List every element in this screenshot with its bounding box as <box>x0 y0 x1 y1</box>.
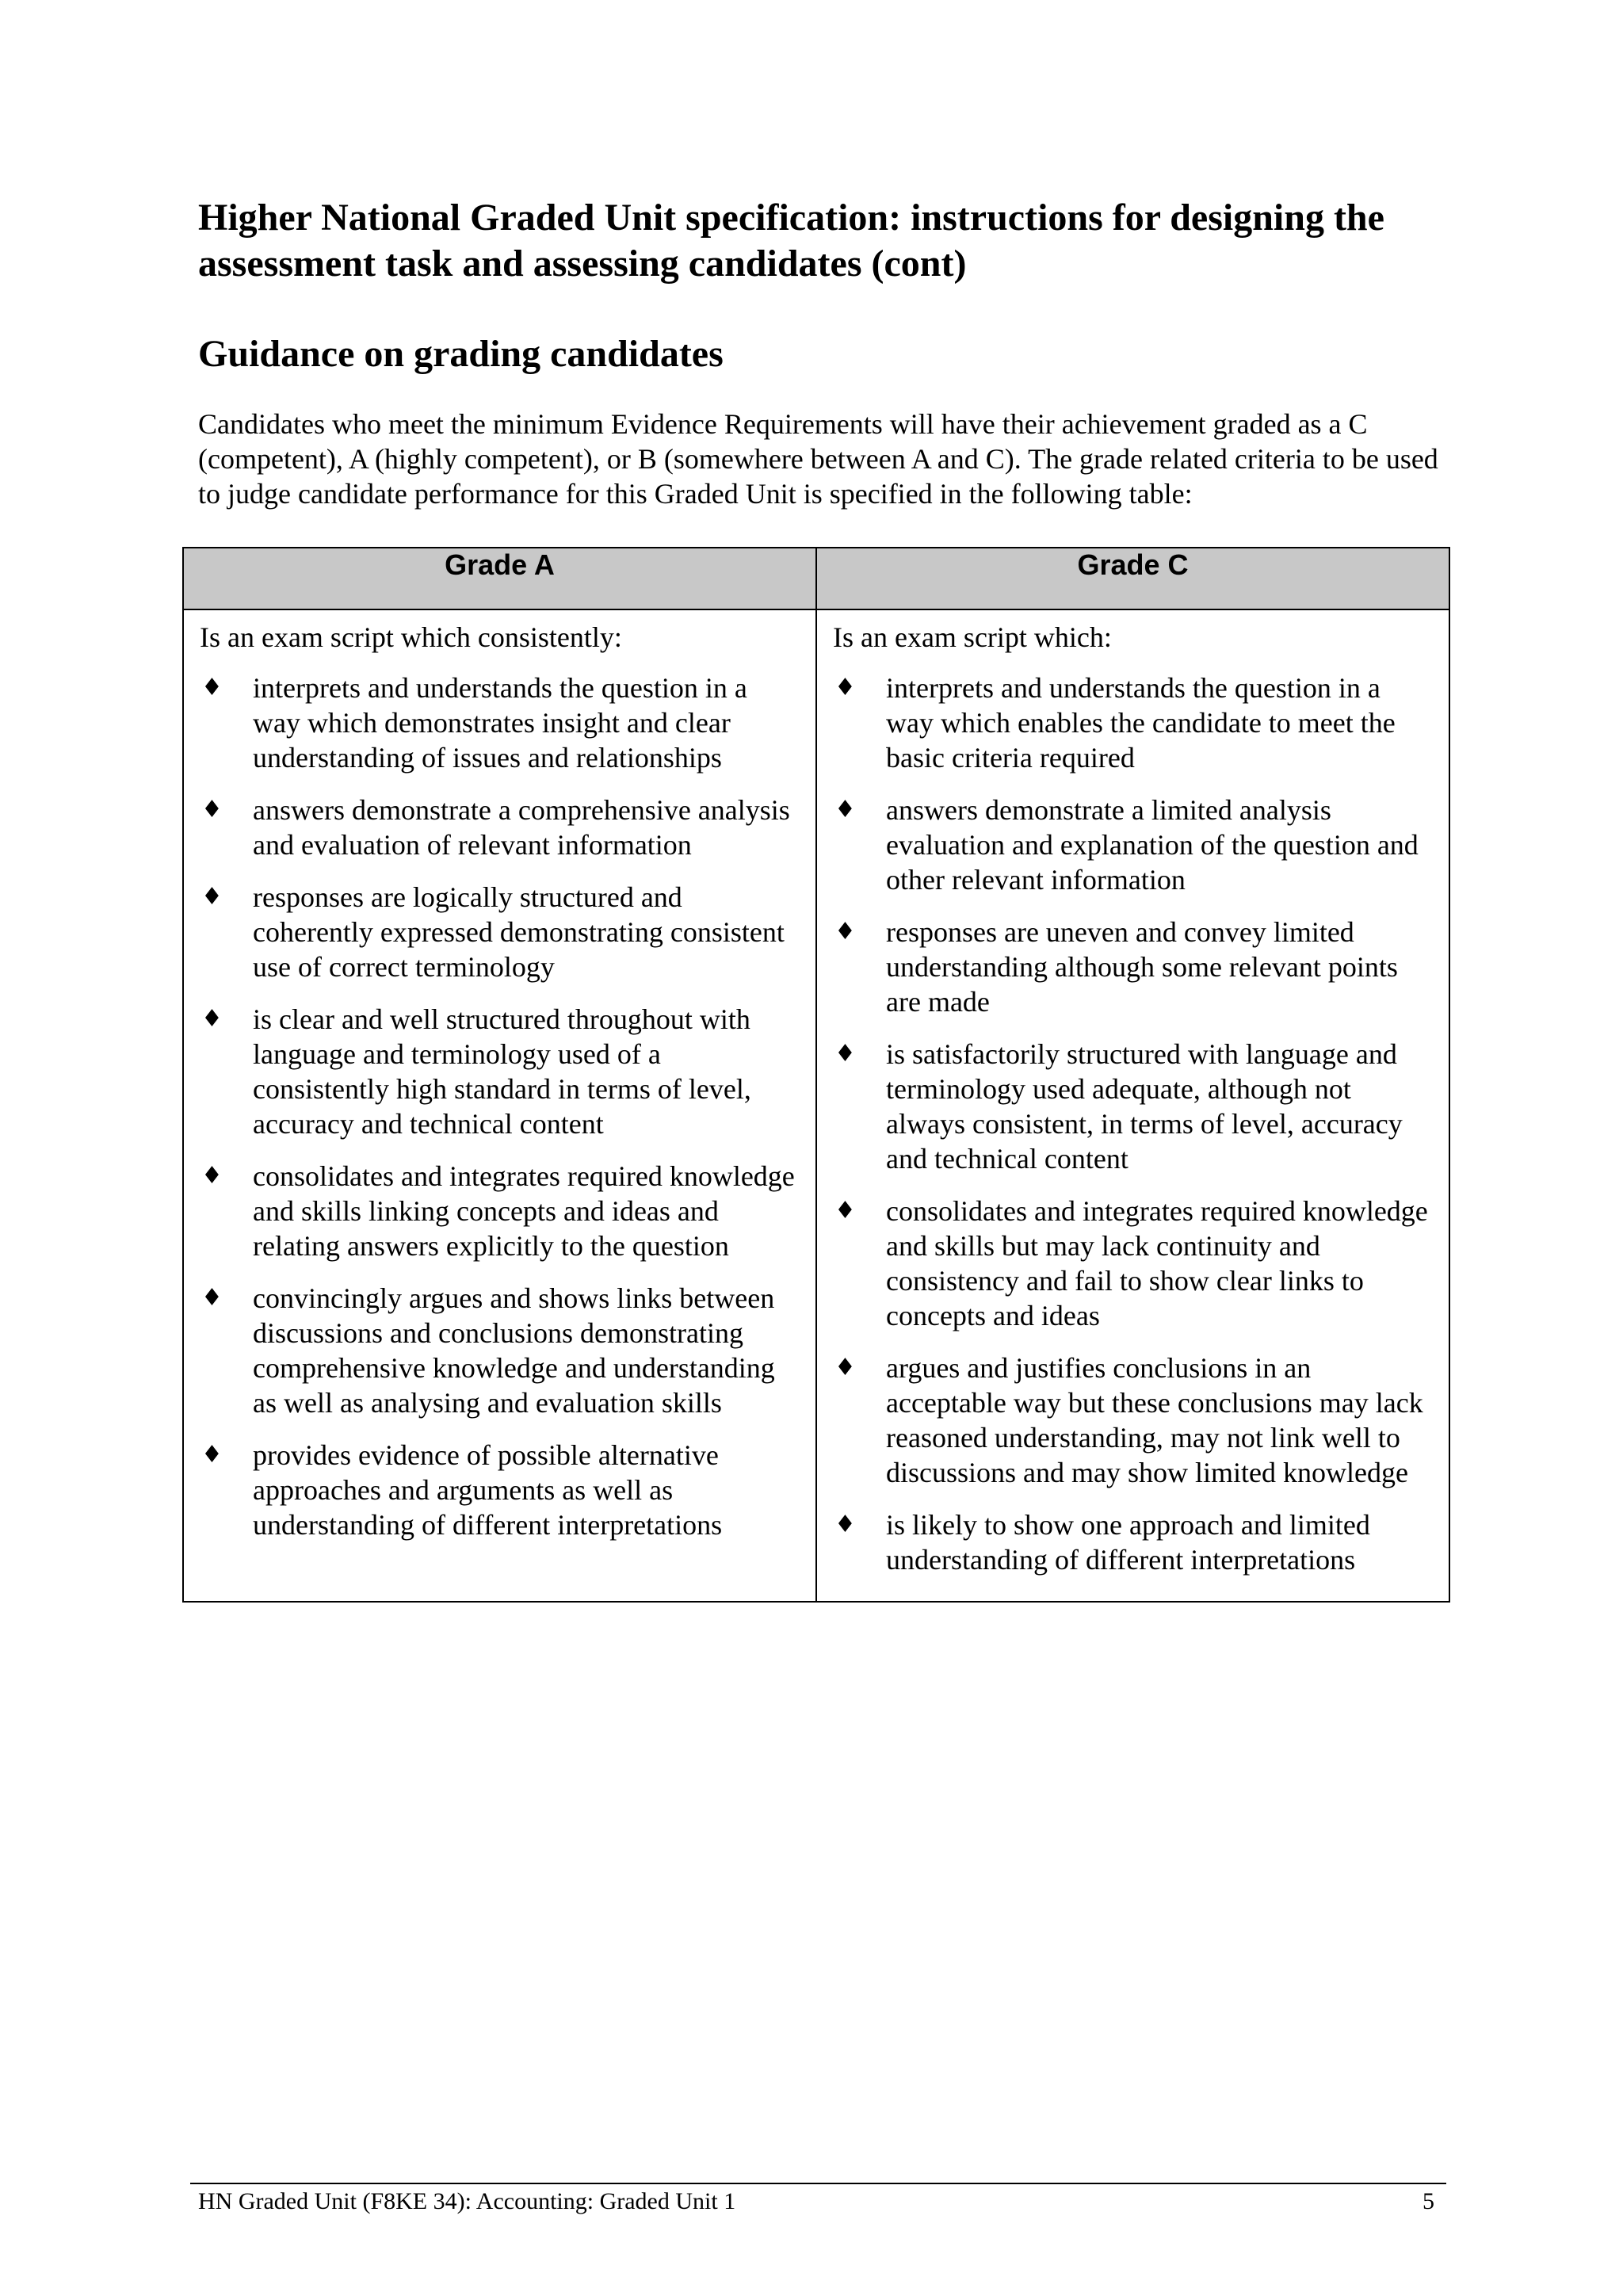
page-heading: Higher National Graded Unit specification: instructions for designing the assessment task and assessing candidates (cont) <box>198 197 1384 285</box>
criteria-text: interprets and understands the question in a way which demonstrates insight and clear understanding of issues and relationships <box>253 672 747 774</box>
criteria-text: responses are logically structured and coherently expressed demonstrating consistent use of correct terminology <box>253 881 785 983</box>
criteria-text: answers demonstrate a comprehensive analysis and evaluation of relevant information <box>253 794 790 861</box>
criteria-list-item <box>200 1002 800 1141</box>
grade-c-cell <box>816 609 1449 1602</box>
criteria-list-item <box>833 915 1433 1019</box>
grade-a-cell <box>183 609 816 1602</box>
criteria-text: convincingly argues and shows links between discussions and conclusions demonstrating comprehensive knowledge and understanding as well as analysing and evaluation skills <box>253 1282 775 1419</box>
diamond-bullet-icon: ♦ <box>834 1197 856 1224</box>
grade-criteria-table <box>182 547 1450 1603</box>
diamond-bullet-icon: ♦ <box>201 1441 223 1469</box>
criteria-text: responses are uneven and convey limited understanding although some relevant points are made <box>886 916 1398 1018</box>
diamond-bullet-icon: ♦ <box>834 1354 856 1381</box>
grade-a-header: Grade A <box>183 548 816 609</box>
footer-divider <box>190 2183 1446 2184</box>
grade-c-header: Grade C <box>816 548 1449 609</box>
criteria-text: is likely to show one approach and limited understanding of different interpretations <box>886 1509 1370 1576</box>
grade-a-lead: Is an exam script which consistently: <box>200 621 622 653</box>
diamond-bullet-icon: ♦ <box>834 796 856 823</box>
criteria-list-item <box>200 1159 800 1263</box>
diamond-bullet-icon: ♦ <box>834 1511 856 1538</box>
criteria-list-item <box>833 670 1433 775</box>
diamond-bullet-icon: ♦ <box>201 796 223 823</box>
diamond-bullet-icon: ♦ <box>201 1005 223 1033</box>
criteria-list-item <box>200 670 800 775</box>
criteria-text: consolidates and integrates required knowledge and skills linking concepts and ideas and relating answers explicitly to the question <box>253 1160 795 1262</box>
table-body-row <box>183 609 1449 1602</box>
criteria-text: is clear and well structured throughout with language and terminology used of a consistently high standard in terms of level, accuracy and technical content <box>253 1003 751 1140</box>
footer-page-number: 5 <box>1423 2188 1434 2214</box>
diamond-bullet-icon: ♦ <box>201 1162 223 1190</box>
diamond-bullet-icon: ♦ <box>201 1284 223 1312</box>
diamond-bullet-icon: ♦ <box>201 674 223 701</box>
criteria-text: interprets and understands the question in a way which enables the candidate to meet the basic criteria required <box>886 672 1396 774</box>
criteria-list-item <box>200 1438 800 1542</box>
intro-paragraph: Candidates who meet the minimum Evidence Requirements will have their achievement graded as a C (competent), A (highly competent), or B (somewhere between A and C). The grade related criteria to be used to judge candidate performance for this Graded Unit is specified in the following table: <box>198 408 1438 510</box>
criteria-text: is satisfactorily structured with language and terminology used adequate, although not always consistent, in terms of level, accuracy and technical content <box>886 1038 1403 1175</box>
diamond-bullet-icon: ♦ <box>834 918 856 946</box>
table-header-row <box>183 548 1449 609</box>
criteria-text: consolidates and integrates required knowledge and skills but may lack continuity and consistency and fail to show clear links to concepts and ideas <box>886 1195 1428 1331</box>
criteria-list-item <box>833 1507 1433 1577</box>
diamond-bullet-icon: ♦ <box>201 883 223 911</box>
criteria-list-item <box>200 880 800 984</box>
diamond-bullet-icon: ♦ <box>834 1040 856 1068</box>
criteria-list-item <box>833 1350 1433 1490</box>
footer-unit-title: HN Graded Unit (F8KE 34): Accounting: Graded Unit 1 <box>198 2188 736 2214</box>
criteria-list-item <box>200 793 800 862</box>
criteria-text: provides evidence of possible alternative approaches and arguments as well as understanding of different interpretations <box>253 1439 723 1541</box>
diamond-bullet-icon: ♦ <box>834 674 856 701</box>
criteria-list-item <box>200 1281 800 1420</box>
criteria-text: argues and justifies conclusions in an acceptable way but these conclusions may lack reasoned understanding, may not link well to discussions and may show limited knowledge <box>886 1352 1423 1488</box>
grade-c-lead: Is an exam script which: <box>833 621 1112 653</box>
criteria-list-item <box>833 1037 1433 1176</box>
criteria-list-item <box>833 793 1433 897</box>
grade-a-criteria-list <box>200 670 800 1542</box>
section-heading: Guidance on grading candidates <box>198 333 724 375</box>
criteria-list-item <box>833 1194 1433 1333</box>
grade-c-criteria-list <box>833 670 1433 1577</box>
criteria-text: answers demonstrate a limited analysis evaluation and explanation of the question and other relevant information <box>886 794 1419 896</box>
